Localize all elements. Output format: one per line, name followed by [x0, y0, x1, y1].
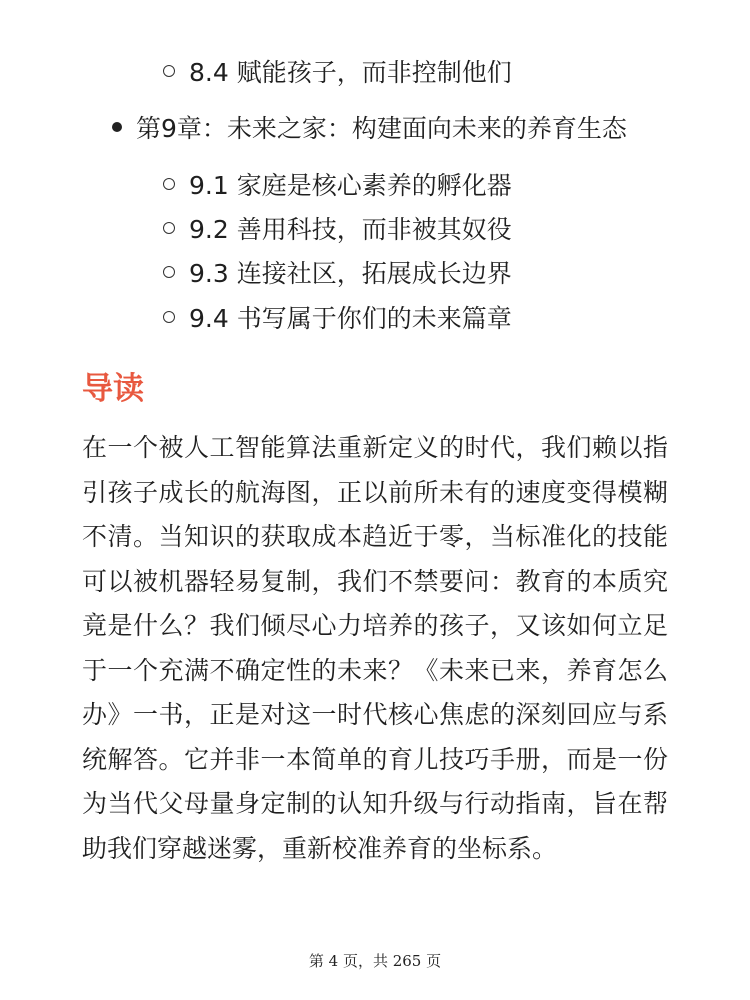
toc-item-9-3 [163, 257, 512, 291]
toc-chapter-label: 第9章：未来之家：构建面向未来的养育生态 [136, 114, 627, 143]
toc-item-8-4 [163, 56, 512, 90]
hollow-bullet-icon [163, 311, 175, 323]
hollow-bullet-icon [163, 65, 175, 77]
hollow-bullet-icon [163, 178, 175, 190]
toc-item-label: 9.2 善用科技，而非被其奴役 [189, 215, 512, 244]
toc-item-label: 8.4 赋能孩子，而非控制他们 [189, 58, 512, 87]
section-heading: 导读 [82, 371, 144, 407]
toc-item-label: 9.1 家庭是核心素养的孵化器 [189, 171, 512, 200]
toc-item-9-2 [163, 213, 512, 247]
hollow-bullet-icon [163, 266, 175, 278]
toc-item-label: 9.3 连接社区，拓展成长边界 [189, 259, 512, 288]
intro-paragraph: 在一个被人工智能算法重新定义的时代，我们赖以指引孩子成长的航海图，正以前所未有的速度变得模糊不清。当知识的获取成本趋近于零，当标准化的技能可以被机器轻易复制，我们不禁要问：教育的本质究竟是什么？我们倾尽心力培养的孩子，又该如何立足于一个充满不确定性的未来？《未来已来，养育怎么办》一书，正是对这一时代核心焦虑的深刻回应与系统解答。它并非一本简单的育儿技巧手册，而是一份为当代父母量身定制的认知升级与行动指南，旨在帮助我们穿越迷雾，重新校准养育的坐标系。 [82, 433, 668, 863]
toc-chapter-9 [112, 112, 627, 146]
filled-bullet-icon [112, 122, 122, 132]
toc-item-9-4 [163, 302, 512, 336]
hollow-bullet-icon [163, 222, 175, 234]
toc-item-label: 9.4 书写属于你们的未来篇章 [189, 304, 512, 333]
toc-item-9-1 [163, 169, 512, 203]
page-number-footer: 第 4 页，共 265 页 [308, 952, 442, 970]
